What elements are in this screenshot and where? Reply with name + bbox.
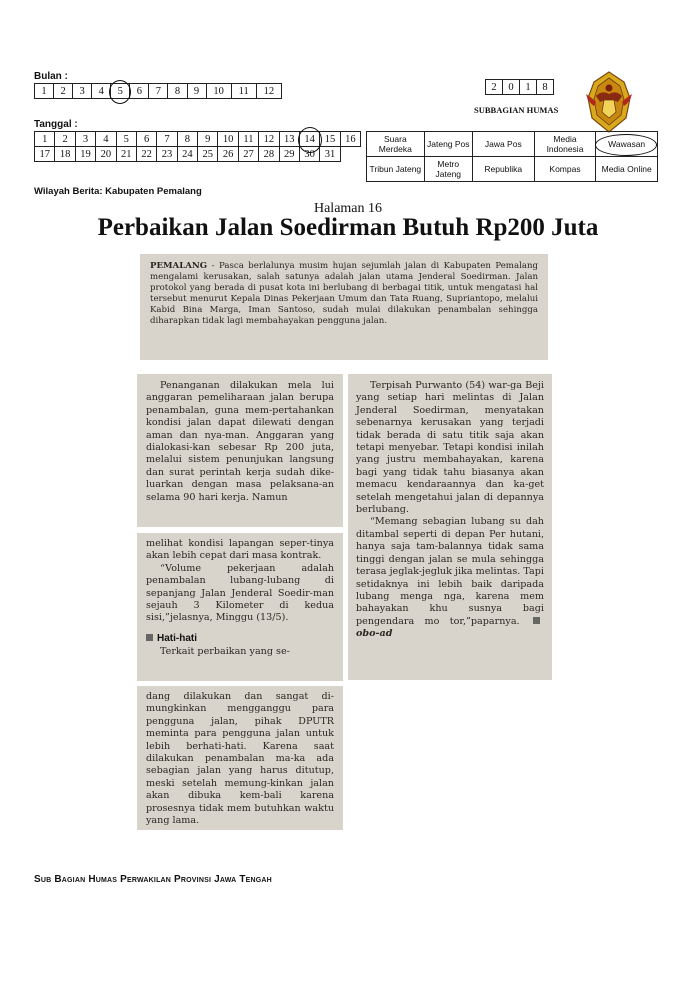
year-digit-cell: 0 [503,80,520,95]
column-1-part-c [137,686,343,830]
page-number: Halaman 16 [313,201,383,216]
year-box [485,79,554,95]
paragraph: Terkait perbaikan yang se- [160,645,290,657]
date-cell: 9 [198,132,218,147]
date-cell: 8 [177,132,197,147]
paragraph: Terpisah Purwanto (54) war-ga Beji yang setiap hari melintas di Jalan Jenderal Soedirman, menyatakan sebenarnya kerusakan yang terjadi tidak berada di satu titik saja akan tetapi menyebar. Tetapi kondisi inilah yang justru membahayakan, karena bagi yang tidak tahu biasanya akan memacu kendaraannya dan ka-get setelah mengetahui jalan di depannya berlubang. [356,380,544,516]
date-cell: 13 [279,132,299,147]
lead-text: - Pasca berlalunya musim hujan sejumlah jalan di Kabupaten Pemalang mengalami kerusakan, salah satunya adalah jalan utama Jenderal Soedirman. Jalan protokol yang berada di pusat kota ini berlubang di berbagai titik, untuk mengatasi hal tersebut menurut Kepala Dinas Pekerjaan Umum dan Tata Ruang, Supriantopo, melalui Kabid Bina Marga, Iman Santoso, sudah mulai dilakukan penambalan sehingga diharapkan tidak lagi membahayakan pengguna jalan. [150,261,538,326]
date-cell: 5 [116,132,136,147]
lead-clipping [140,254,548,360]
media-cell: Jawa Pos [472,132,534,157]
column-1-part-a [137,374,343,527]
selection-circle-icon [595,134,657,156]
date-cell: 7 [157,132,177,147]
month-cell: 12 [256,84,281,99]
month-cell: 11 [231,84,256,99]
date-cell: 23 [157,147,177,162]
square-bullet-icon [533,617,540,624]
paragraph: Penanganan dilakukan mela lui anggaran pemeliharaan jalan berupa penambalan, guna mem-pertahankan kondisi jalan dapat dilewati dengan aman dan nya-man. Anggaran yang dialokasi-kan sebesar Rp 200 juta, melalui sistem penunjukan langsung dan surat perintah kerja sudah dike-luarkan dengan masa pelaksana-an selama 90 hari kerja. Namun [146,380,334,503]
bulan-label: Bulan : [34,71,68,82]
dateline: PEMALANG [150,261,208,271]
month-cell: 3 [73,84,92,99]
month-cell: 4 [92,84,111,99]
date-cell: 17 [35,147,55,162]
paragraph: “Volume pekerjaan adalah penambalan lubang-lubang di sepanjang Jalan Jenderal Soedir-man sejauh 3 Kilometer di kedua sisi,”jelasnya, Minggu (13/5). [146,562,334,624]
paragraph: melihat kondisi lapangan seper-tinya akan lebih cepat dari masa kontrak. [146,538,334,562]
date-cell: 3 [75,132,95,147]
month-cell: 8 [168,84,187,99]
media-cell: Jateng Pos [424,132,472,157]
media-cell: Tribun Jateng [367,157,425,182]
date-cell: 21 [116,147,136,162]
region-label: Wilayah Berita: Kabupaten Pemalang [34,186,202,197]
subheading [146,628,334,646]
footer: Sub Bagian Humas Perwakilan Provinsi Jawa Tengah [34,874,272,885]
year-digit-cell: 1 [520,80,537,95]
month-cell: 7 [149,84,168,99]
month-cell: 1 [35,84,54,99]
month-cell: 2 [54,84,73,99]
paragraph: “Memang sebagian lubang su dah ditambal seperti di depan Per hutani, hanya saja tam-balannya tidak sama tinggi dengan jalan se mula sehingga terasa jeglak-jegluk jika melintas. Tapi setidaknya ini lebih baik daripada lubang menga nga, karena mem bahayakan khu susnya bagi pengendara mo tor,”paparnya. [356,516,544,627]
date-cell: 1 [35,132,55,147]
date-grid [34,131,361,162]
garuda-emblem-icon [578,68,640,138]
date-cell: 20 [96,147,116,162]
media-cell: Metro Jateng [424,157,472,182]
date-cell: 30 [299,147,319,162]
media-cell: Media Online [596,157,658,182]
month-cell: 6 [130,84,149,99]
date-cell: 31 [320,147,340,162]
month-cell: 10 [206,84,231,99]
paragraph: dang dilakukan dan sangat di-mungkinkan mengganggu para pengguna jalan, pihak DPUTR meminta para pengguna jalan untuk lebih berhati-hati. Karena saat dilakukan penambalan ma-ka ada sebagian jalan yang harus ditutup, meski setelah memung-kinkan jalan akan dibuka kem-bali karena prosesnya tidak mem butuhkan waktu yang lama. [146,691,334,827]
column-1-part-b [137,533,343,681]
date-cell: 4 [96,132,116,147]
date-cell: 6 [136,132,156,147]
date-cell: 26 [218,147,238,162]
media-cell: Suara Merdeka [367,132,425,157]
month-cell: 9 [187,84,206,99]
media-cell: Wawasan [596,132,658,157]
media-table [366,131,658,182]
date-cell: 2 [55,132,75,147]
subheading-text: Hati-hati [157,632,197,644]
year-digit-cell: 8 [537,80,554,95]
media-cell: Media Indonesia [534,132,596,157]
date-cell: 22 [136,147,156,162]
media-cell: Republika [472,157,534,182]
selection-circle-icon [109,80,131,104]
date-cell: 15 [320,132,340,147]
date-cell: 28 [259,147,279,162]
media-cell: Kompas [534,157,596,182]
date-cell: 29 [279,147,299,162]
year-digit-cell: 2 [486,80,503,95]
date-cell: 14 [299,132,319,147]
square-bullet-icon [146,634,153,641]
date-cell: 18 [55,147,75,162]
date-cell: 12 [259,132,279,147]
tanggal-label: Tanggal : [34,119,78,130]
date-cell: 19 [75,147,95,162]
date-cell: 25 [198,147,218,162]
column-2 [348,374,552,680]
office-label: SUBBAGIAN HUMAS [474,105,559,115]
date-cell: 11 [238,132,258,147]
date-cell: 27 [238,147,258,162]
date-cell: 10 [218,132,238,147]
headline: Perbaikan Jalan Soedirman Butuh Rp200 Juta [97,214,599,241]
month-grid [34,83,282,99]
month-cell: 5 [111,84,130,99]
date-cell: 24 [177,147,197,162]
byline: obo-ad [356,628,393,640]
date-cell: 16 [340,132,360,147]
